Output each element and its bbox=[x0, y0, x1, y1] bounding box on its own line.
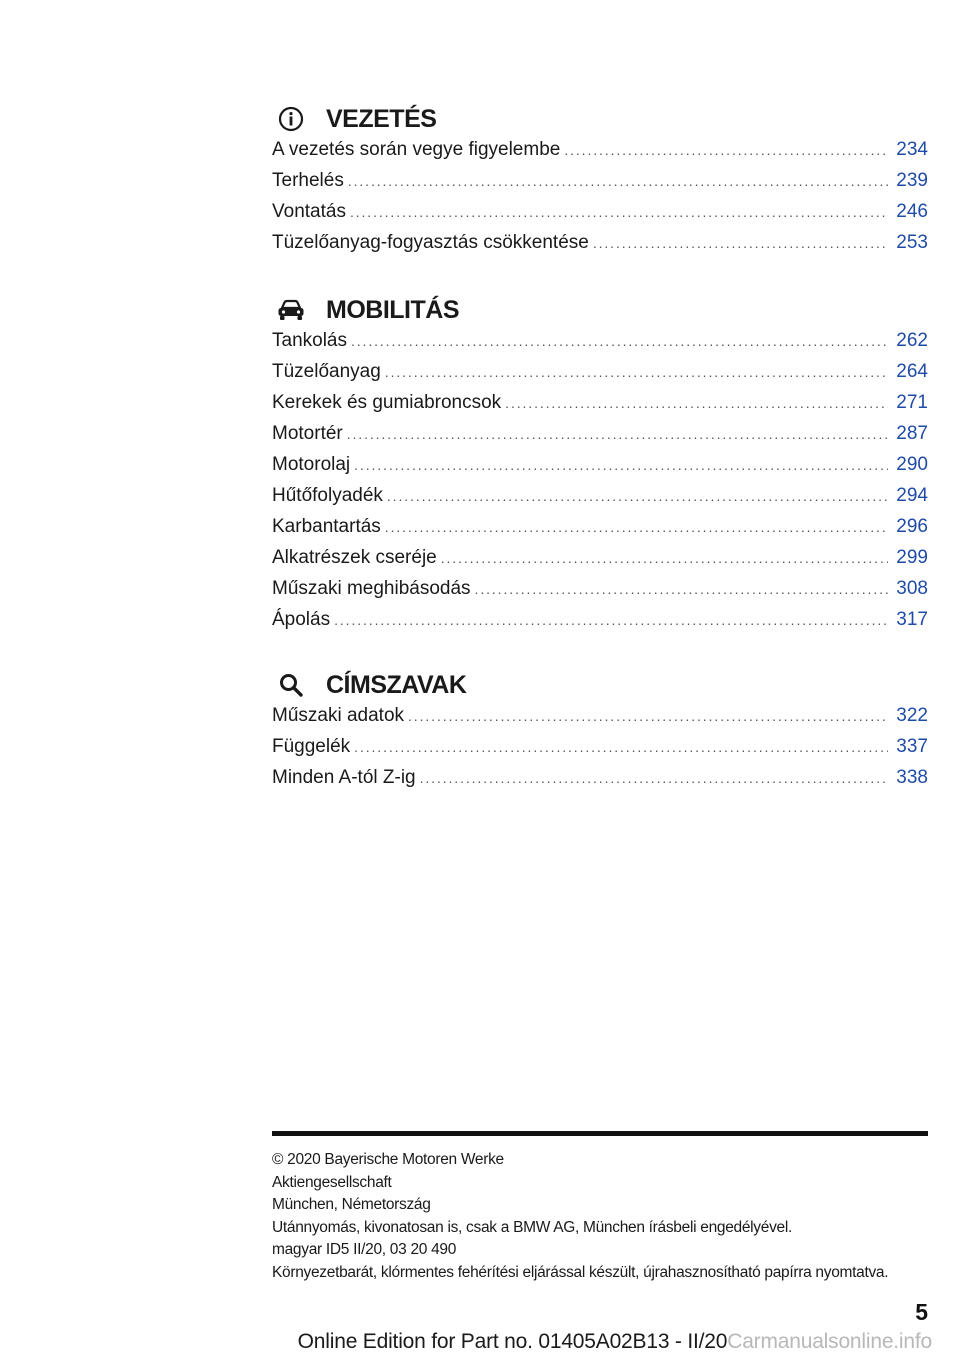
toc-leader-dots bbox=[348, 173, 888, 189]
toc-leader-dots bbox=[385, 519, 889, 535]
footer-watermark: Carmanualsonline.info bbox=[727, 1330, 932, 1353]
toc-leader-dots bbox=[593, 235, 888, 251]
toc-page-link[interactable]: 287 bbox=[896, 423, 928, 444]
toc-leader-dots bbox=[475, 581, 889, 597]
imprint-line: © 2020 Bayerische Motoren Werke bbox=[272, 1151, 504, 1168]
toc-section-mobilitas bbox=[272, 290, 928, 640]
toc-entry-label: Vontatás bbox=[272, 201, 346, 222]
section-header bbox=[272, 99, 928, 139]
toc-entry[interactable] bbox=[272, 330, 928, 361]
toc-leader-dots bbox=[387, 488, 888, 504]
toc-entry[interactable] bbox=[272, 423, 928, 454]
toc-page-link[interactable]: 246 bbox=[896, 201, 928, 222]
imprint-line: Környezetbarát, klórmentes fehérítési eljárással készült, újrahasznosítható papírra nyomtatva. bbox=[272, 1263, 889, 1281]
section-title: MOBILITÁS bbox=[326, 295, 459, 324]
toc-page-link[interactable]: 290 bbox=[896, 454, 928, 475]
toc-page-link[interactable]: 337 bbox=[896, 736, 928, 757]
toc-page-link[interactable]: 264 bbox=[896, 361, 928, 382]
toc-entry[interactable] bbox=[272, 201, 928, 232]
toc-leader-dots bbox=[351, 333, 888, 349]
toc-entry[interactable] bbox=[272, 516, 928, 547]
toc-page-link[interactable]: 308 bbox=[896, 578, 928, 599]
toc-list bbox=[272, 705, 928, 798]
toc-entry[interactable] bbox=[272, 609, 928, 640]
toc-page-link[interactable]: 253 bbox=[896, 232, 928, 253]
toc-leader-dots bbox=[347, 426, 889, 442]
toc-entry-label: Karbantartás bbox=[272, 516, 381, 537]
toc-entry-label: Tankolás bbox=[272, 330, 347, 351]
imprint-line: Aktiengesellschaft bbox=[272, 1173, 392, 1191]
toc-entry[interactable] bbox=[272, 361, 928, 392]
toc-leader-dots bbox=[441, 550, 889, 566]
search-icon bbox=[276, 672, 306, 698]
toc-entry-label: Kerekek és gumiabroncsok bbox=[272, 392, 502, 413]
toc-entry-label: Tüzelőanyag-fogyasztás csökkentése bbox=[272, 232, 589, 253]
imprint-block bbox=[272, 1149, 960, 1284]
toc-entry-label: A vezetés során vegye figyelembe bbox=[272, 139, 561, 160]
imprint-line: Utánnyomás, kivonatosan is, csak a BMW AG, München írásbeli engedélyével. bbox=[272, 1218, 793, 1236]
toc-entry-label: Alkatrészek cseréje bbox=[272, 547, 437, 568]
toc-entry[interactable] bbox=[272, 454, 928, 485]
section-title: CÍMSZAVAK bbox=[326, 670, 467, 699]
toc-leader-dots bbox=[505, 395, 888, 411]
toc-page-link[interactable]: 296 bbox=[896, 516, 928, 537]
toc-leader-dots bbox=[564, 142, 888, 158]
toc-page-link[interactable]: 294 bbox=[896, 485, 928, 506]
toc-list bbox=[272, 139, 928, 263]
toc-entry[interactable] bbox=[272, 139, 928, 170]
toc-leader-dots bbox=[350, 204, 888, 220]
toc-entry[interactable] bbox=[272, 705, 928, 736]
footer-edition-text: Online Edition for Part no. 01405A02B13 - II/20 bbox=[297, 1330, 728, 1353]
toc-page-link[interactable]: 317 bbox=[896, 609, 928, 630]
toc-entry-label: Tüzelőanyag bbox=[272, 361, 381, 382]
imprint-line: München, Németország bbox=[272, 1196, 431, 1213]
toc-entry[interactable] bbox=[272, 767, 928, 798]
toc-section-vezetes bbox=[272, 99, 928, 263]
toc-entry-label: Ápolás bbox=[272, 609, 331, 630]
toc-page-link[interactable]: 338 bbox=[896, 767, 928, 788]
toc-leader-dots bbox=[354, 457, 888, 473]
toc-entry[interactable] bbox=[272, 392, 928, 423]
toc-entry[interactable] bbox=[272, 232, 928, 263]
toc-leader-dots bbox=[408, 708, 888, 724]
toc-entry-label: Hűtőfolyadék bbox=[272, 485, 383, 506]
toc-entry-label: Minden A-tól Z-ig bbox=[272, 767, 416, 788]
section-title: VEZETÉS bbox=[326, 104, 437, 133]
info-icon bbox=[276, 106, 306, 132]
toc-entry-label: Műszaki meghibásodás bbox=[272, 578, 471, 599]
divider-rule bbox=[272, 1131, 928, 1136]
car-icon bbox=[276, 297, 306, 323]
toc-entry[interactable] bbox=[272, 736, 928, 767]
imprint-line: magyar ID5 II/20, 03 20 490 bbox=[272, 1241, 457, 1258]
toc-page-link[interactable]: 262 bbox=[896, 330, 928, 351]
toc-leader-dots bbox=[354, 739, 888, 755]
toc-section-cimszavak bbox=[272, 665, 928, 798]
toc-page-link[interactable]: 271 bbox=[896, 392, 928, 413]
footer-banner bbox=[0, 1330, 960, 1362]
toc-page-link[interactable]: 234 bbox=[896, 139, 928, 160]
toc-list bbox=[272, 330, 928, 640]
toc-entry-label: Műszaki adatok bbox=[272, 705, 405, 726]
toc-page-link[interactable]: 239 bbox=[896, 170, 928, 191]
toc-entry-label: Motortér bbox=[272, 423, 343, 444]
page-number: 5 bbox=[915, 1299, 928, 1325]
toc-leader-dots bbox=[385, 364, 889, 380]
toc-leader-dots bbox=[334, 612, 888, 628]
toc-entry[interactable] bbox=[272, 547, 928, 578]
toc-entry[interactable] bbox=[272, 578, 928, 609]
toc-entry-label: Terhelés bbox=[272, 170, 344, 191]
toc-page-link[interactable]: 299 bbox=[896, 547, 928, 568]
section-header bbox=[272, 290, 928, 330]
section-header bbox=[272, 665, 928, 705]
toc-entry[interactable] bbox=[272, 170, 928, 201]
toc-page-link[interactable]: 322 bbox=[896, 705, 928, 726]
toc-entry-label: Függelék bbox=[272, 736, 351, 757]
toc-entry[interactable] bbox=[272, 485, 928, 516]
toc-entry-label: Motorolaj bbox=[272, 454, 351, 475]
toc-leader-dots bbox=[420, 770, 889, 786]
